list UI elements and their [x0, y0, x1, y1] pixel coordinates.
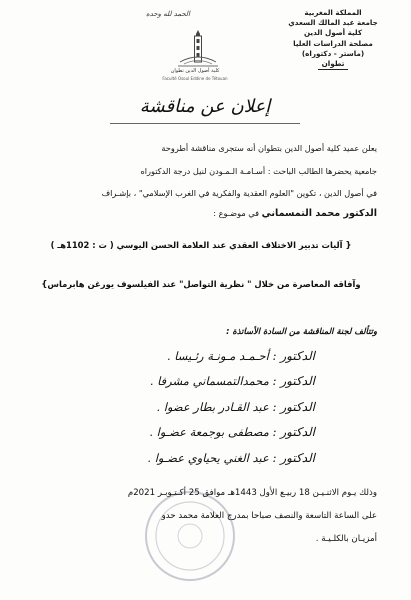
time-venue-line: على الساعة التاسعة والنصف صباحا بمدرج العلامة محمد حدو	[161, 511, 377, 521]
header-city: تطوان	[318, 59, 349, 70]
body-line-1: يعلن عميد كلية أصول الدين بتطوان أنه ستجرى مناقشة أطروحة	[161, 143, 377, 153]
member-name: محمدالتمسماني مشرفا .	[149, 374, 269, 388]
header-line-university: جامعة عبد المالك السعدي	[288, 18, 378, 28]
member-prefix: الدكتور :	[272, 400, 315, 414]
invocation-text: الحمد لله وحده	[145, 10, 191, 18]
member-name: عبد الغني يحياوي عضـوا .	[147, 451, 269, 465]
committee-member	[75, 451, 315, 465]
logo-caption-latin: Faculté Osoul Eddine de Tétouan	[162, 76, 228, 81]
date-line: وذلك يـوم الاثنـيـن 18 ربيـع الأول 1443هـ موافق 25 أكـتـوبـر 2021م	[127, 488, 377, 498]
institution-header	[273, 8, 393, 70]
member-prefix: الدكتور :	[272, 425, 315, 439]
thesis-topic-line-2: وآفاقه المعاصرة من خلال " نظرية التواصل" عند الفيلسوف يورغن هابرماس}	[41, 279, 361, 289]
topic-intro: في موضـوع :	[213, 208, 260, 218]
committee-member	[75, 374, 315, 388]
header-line-kingdom: المملكة المغربية	[304, 8, 362, 17]
member-prefix: الدكتور :	[272, 349, 315, 363]
member-name: عبد القـادر بطار عضوا .	[156, 400, 269, 414]
body-line-3: في أصول الدين ، تكوين "العلوم العقدية والفكرية في الغرب الإسلامي" ، بإشـراف	[101, 188, 377, 198]
member-prefix: الدكتور :	[272, 451, 315, 465]
committee-member	[75, 400, 315, 414]
committee-member	[75, 425, 315, 439]
member-prefix: الدكتور :	[272, 374, 315, 388]
header-line-programs: (ماستر - دكتوراه)	[301, 48, 365, 58]
thesis-topic-line-1: { آليات تدبير الاختلاف العقدي عند العلامة الحسن اليوسي ( ت : 1102هـ )	[50, 240, 352, 250]
supervisor-line	[25, 208, 377, 219]
announcement-title: إعلان عن مناقشة	[139, 96, 271, 117]
venue-line: أمزيـان بالكلـيـة .	[315, 534, 377, 544]
committee-member	[75, 349, 315, 363]
header-line-faculty: كلية أصول الدين	[303, 28, 363, 38]
title-divider	[110, 123, 300, 124]
logo-caption: كلية أصول الدين تطوان	[170, 68, 220, 74]
header-line-service: مصلحة الدراسات العليا	[293, 38, 373, 48]
body-line-2: جامعية يحضرها الطالب الباحث : أسـامـة الـمـودن لنيل درجة الدكتوراه	[140, 166, 377, 176]
committee-title: وتتألف لجنة المناقشة من السادة الأساتذة :	[226, 326, 377, 336]
member-name: أحـمـد مـونـة رئـيسا .	[166, 349, 269, 363]
member-name: مصطفى بوجمعة عضـوا .	[149, 425, 269, 439]
supervisor-name: الدكتور محمد التمسماني	[261, 208, 377, 219]
